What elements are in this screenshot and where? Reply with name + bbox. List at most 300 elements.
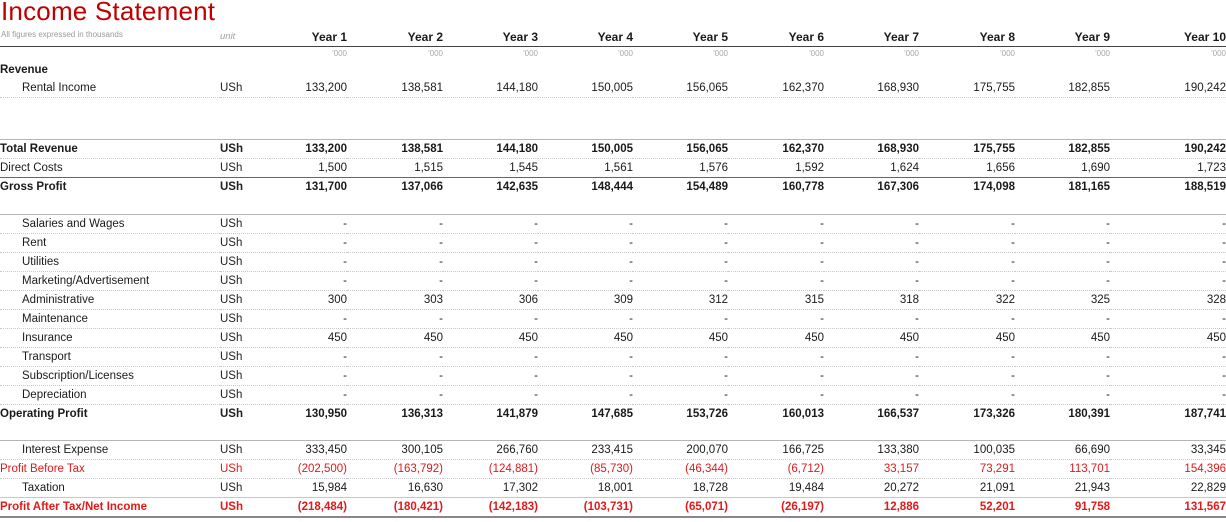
value-cell: - xyxy=(824,310,919,329)
value-cell: - xyxy=(728,348,824,367)
value-cell: - xyxy=(443,272,538,291)
value-cell: - xyxy=(538,348,633,367)
page-subtitle: All figures expressed in thousands xyxy=(1,30,123,39)
value-cell: 318 xyxy=(824,291,919,310)
row-salaries xyxy=(0,215,1226,234)
value-cell: 91,758 xyxy=(1015,498,1110,518)
value-cell: - xyxy=(1015,253,1110,272)
empty-cell xyxy=(220,196,270,215)
value-cell: (218,484) xyxy=(270,498,347,518)
scale-label: '000 xyxy=(1000,49,1015,58)
value-cell: - xyxy=(347,386,443,405)
row-unit: USh xyxy=(220,79,270,98)
value-cell: - xyxy=(824,215,919,234)
value-cell: - xyxy=(728,272,824,291)
row-label: Direct Costs xyxy=(0,159,220,178)
row-unit: USh xyxy=(220,310,270,329)
value-cell: (180,421) xyxy=(347,498,443,518)
row-label: Taxation xyxy=(22,482,65,494)
year-header: Year 4 xyxy=(538,28,633,47)
scale-label: '000 xyxy=(713,49,728,58)
row-label: Profit Before Tax xyxy=(0,460,220,479)
value-cell: 133,380 xyxy=(824,441,919,460)
empty-cell xyxy=(1110,61,1226,79)
empty-cell xyxy=(824,121,919,140)
value-cell: - xyxy=(270,367,347,386)
value-cell: - xyxy=(347,234,443,253)
year-header: Year 6 xyxy=(728,28,824,47)
row-unit: USh xyxy=(220,140,270,159)
row-profit-before-tax xyxy=(0,460,1226,479)
value-cell: 154,489 xyxy=(686,181,728,193)
value-cell: - xyxy=(633,272,728,291)
value-cell: - xyxy=(728,253,824,272)
value-cell: 450 xyxy=(1110,329,1226,348)
row-label: Marketing/Advertisement xyxy=(0,272,220,291)
row-insurance xyxy=(0,329,1226,348)
value-cell: 1,690 xyxy=(1015,159,1110,178)
value-cell: 175,755 xyxy=(919,140,1015,159)
value-cell: - xyxy=(270,310,347,329)
row-label: Maintenance xyxy=(0,310,220,329)
value-cell: - xyxy=(347,348,443,367)
empty-cell xyxy=(270,98,347,122)
value-cell: - xyxy=(270,272,347,291)
value-cell: 190,242 xyxy=(1110,79,1226,98)
value-cell: - xyxy=(347,272,443,291)
value-cell: 450 xyxy=(270,329,347,348)
income-statement-table xyxy=(0,28,1226,518)
value-cell: 181,165 xyxy=(1068,181,1110,193)
value-cell: 322 xyxy=(919,291,1015,310)
row-label: Subscription/Licenses xyxy=(0,367,220,386)
empty-cell xyxy=(538,61,633,79)
row-unit: USh xyxy=(220,367,270,386)
value-cell: 160,013 xyxy=(782,408,824,420)
empty-cell xyxy=(270,423,347,441)
row-unit: USh xyxy=(220,291,270,310)
row-unit: USh xyxy=(220,272,270,291)
table-body xyxy=(0,28,1226,517)
row-taxation xyxy=(0,479,1226,498)
spacer-row xyxy=(0,98,1226,122)
value-cell: 52,201 xyxy=(919,498,1015,518)
value-cell: 12,886 xyxy=(824,498,919,518)
row-operating-profit xyxy=(0,405,1226,424)
value-cell: 154,396 xyxy=(1110,460,1226,479)
value-cell: 333,450 xyxy=(270,441,347,460)
value-cell: - xyxy=(1110,310,1226,329)
value-cell: - xyxy=(1015,367,1110,386)
row-label: Gross Profit xyxy=(0,181,67,193)
value-cell: - xyxy=(443,386,538,405)
empty-cell xyxy=(0,423,220,441)
value-cell: 15,984 xyxy=(311,482,347,494)
empty-cell xyxy=(728,98,824,122)
empty-cell xyxy=(919,121,1015,140)
value-cell: 162,370 xyxy=(728,79,824,98)
empty-cell xyxy=(1110,98,1226,122)
scale-row xyxy=(0,47,1226,62)
row-label: Rental Income xyxy=(0,79,220,98)
empty-cell xyxy=(443,121,538,140)
row-unit: USh xyxy=(220,408,243,420)
row-net-income xyxy=(0,498,1226,518)
empty-cell xyxy=(824,423,919,441)
value-cell: - xyxy=(538,272,633,291)
empty-cell xyxy=(919,196,1015,215)
value-cell: 137,066 xyxy=(401,181,443,193)
value-cell: - xyxy=(824,253,919,272)
empty-cell xyxy=(728,61,824,79)
empty-cell xyxy=(220,61,270,79)
scale-label: '000 xyxy=(523,49,538,58)
scale-label: '000 xyxy=(428,49,443,58)
value-cell: 180,391 xyxy=(1068,408,1110,420)
value-cell: - xyxy=(270,348,347,367)
value-cell: - xyxy=(270,215,347,234)
value-cell: 156,065 xyxy=(633,79,728,98)
value-cell: - xyxy=(728,234,824,253)
empty-cell xyxy=(270,121,347,140)
value-cell: - xyxy=(1015,272,1110,291)
row-unit: USh xyxy=(220,215,270,234)
value-cell: 133,200 xyxy=(270,140,347,159)
value-cell: 166,725 xyxy=(728,441,824,460)
value-cell: 16,630 xyxy=(407,482,443,494)
row-unit: USh xyxy=(220,329,270,348)
empty-cell xyxy=(538,98,633,122)
value-cell: - xyxy=(347,310,443,329)
empty-cell xyxy=(633,423,728,441)
value-cell: - xyxy=(270,253,347,272)
value-cell: - xyxy=(443,234,538,253)
value-cell: 168,930 xyxy=(824,79,919,98)
scale-label: '000 xyxy=(1095,49,1110,58)
empty-cell xyxy=(1015,121,1110,140)
empty-cell xyxy=(538,121,633,140)
value-cell: 18,728 xyxy=(692,482,728,494)
value-cell: 450 xyxy=(824,329,919,348)
value-cell: 153,726 xyxy=(686,408,728,420)
value-cell: - xyxy=(538,310,633,329)
value-cell: 175,755 xyxy=(919,79,1015,98)
value-cell: 173,326 xyxy=(973,408,1015,420)
value-cell: - xyxy=(824,386,919,405)
value-cell: (85,730) xyxy=(538,460,633,479)
value-cell: 309 xyxy=(538,291,633,310)
scale-label: '000 xyxy=(809,49,824,58)
value-cell: 233,415 xyxy=(538,441,633,460)
value-cell: (6,712) xyxy=(728,460,824,479)
value-cell: 17,302 xyxy=(502,482,538,494)
value-cell: 100,035 xyxy=(919,441,1015,460)
value-cell: 187,741 xyxy=(1184,408,1226,420)
value-cell: 1,576 xyxy=(633,159,728,178)
empty-cell xyxy=(0,98,220,122)
row-gross-profit xyxy=(0,178,1226,197)
row-label: Operating Profit xyxy=(0,408,88,420)
scale-unit-cell xyxy=(220,47,270,62)
value-cell: - xyxy=(728,215,824,234)
row-administrative xyxy=(0,291,1226,310)
value-cell: 1,545 xyxy=(443,159,538,178)
row-interest-expense xyxy=(0,441,1226,460)
value-cell: - xyxy=(633,386,728,405)
value-cell: 142,635 xyxy=(496,181,538,193)
empty-cell xyxy=(347,423,443,441)
value-cell: - xyxy=(1110,348,1226,367)
spacer-row xyxy=(0,121,1226,140)
empty-cell xyxy=(919,98,1015,122)
value-cell: 1,500 xyxy=(270,159,347,178)
value-cell: - xyxy=(347,253,443,272)
value-cell: 113,701 xyxy=(1015,460,1110,479)
value-cell: 141,879 xyxy=(496,408,538,420)
value-cell: - xyxy=(1110,386,1226,405)
row-label: Rent xyxy=(0,234,220,253)
value-cell: 21,091 xyxy=(979,482,1015,494)
value-cell: 21,943 xyxy=(1074,482,1110,494)
value-cell: 450 xyxy=(633,329,728,348)
empty-cell xyxy=(538,423,633,441)
value-cell: - xyxy=(1015,310,1110,329)
row-unit: USh xyxy=(220,253,270,272)
empty-cell xyxy=(1110,423,1226,441)
year-header: Year 7 xyxy=(824,28,919,47)
value-cell: 138,581 xyxy=(347,140,443,159)
value-cell: 200,070 xyxy=(633,441,728,460)
header-row xyxy=(0,28,1226,47)
row-label: Insurance xyxy=(0,329,220,348)
row-label: Utilities xyxy=(0,253,220,272)
empty-cell xyxy=(220,121,270,140)
empty-cell xyxy=(1015,61,1110,79)
unit-header: unit xyxy=(220,28,270,47)
value-cell: (103,731) xyxy=(538,498,633,518)
empty-cell xyxy=(633,61,728,79)
empty-cell xyxy=(220,98,270,122)
value-cell: (26,197) xyxy=(728,498,824,518)
value-cell: - xyxy=(919,234,1015,253)
empty-cell xyxy=(1110,196,1226,215)
empty-cell xyxy=(0,121,220,140)
spacer-row xyxy=(0,196,1226,215)
value-cell: - xyxy=(824,367,919,386)
year-header: Year 1 xyxy=(270,28,347,47)
value-cell: 22,829 xyxy=(1190,482,1226,494)
value-cell: 450 xyxy=(443,329,538,348)
value-cell: - xyxy=(728,310,824,329)
empty-cell xyxy=(633,121,728,140)
row-rental-income xyxy=(0,79,1226,98)
row-unit: USh xyxy=(220,234,270,253)
empty-cell xyxy=(347,61,443,79)
empty-cell xyxy=(1110,121,1226,140)
value-cell: - xyxy=(919,348,1015,367)
row-unit: USh xyxy=(220,386,270,405)
value-cell: 167,306 xyxy=(877,181,919,193)
value-cell: - xyxy=(1110,234,1226,253)
value-cell: 160,778 xyxy=(782,181,824,193)
row-unit: USh xyxy=(220,181,243,193)
value-cell: - xyxy=(270,234,347,253)
empty-cell xyxy=(270,196,347,215)
scale-label-cell xyxy=(0,47,220,62)
row-label: Total Revenue xyxy=(0,140,220,159)
header-label-cell xyxy=(0,28,220,47)
value-cell: 312 xyxy=(633,291,728,310)
value-cell: - xyxy=(824,272,919,291)
empty-cell xyxy=(728,423,824,441)
spacer-row xyxy=(0,423,1226,441)
value-cell: - xyxy=(443,348,538,367)
value-cell: 133,200 xyxy=(270,79,347,98)
empty-cell xyxy=(347,98,443,122)
empty-cell xyxy=(728,196,824,215)
page-title: Income Statement xyxy=(1,0,216,26)
value-cell: 188,519 xyxy=(1184,181,1226,193)
value-cell: 450 xyxy=(1015,329,1110,348)
value-cell: 33,345 xyxy=(1110,441,1226,460)
value-cell: (163,792) xyxy=(347,460,443,479)
value-cell: (46,344) xyxy=(633,460,728,479)
row-direct-costs xyxy=(0,159,1226,178)
value-cell: 306 xyxy=(443,291,538,310)
year-header: Year 5 xyxy=(633,28,728,47)
value-cell: 182,855 xyxy=(1015,79,1110,98)
value-cell: - xyxy=(1015,348,1110,367)
value-cell: 182,855 xyxy=(1015,140,1110,159)
row-label: Transport xyxy=(0,348,220,367)
empty-cell xyxy=(728,121,824,140)
value-cell: 147,685 xyxy=(591,408,633,420)
value-cell: 18,001 xyxy=(597,482,633,494)
value-cell: - xyxy=(538,215,633,234)
value-cell: 300 xyxy=(270,291,347,310)
value-cell: 166,537 xyxy=(877,408,919,420)
value-cell: - xyxy=(633,234,728,253)
value-cell: - xyxy=(633,253,728,272)
empty-cell xyxy=(1015,196,1110,215)
row-label: Interest Expense xyxy=(0,441,220,460)
row-maintenance xyxy=(0,310,1226,329)
row-utilities xyxy=(0,253,1226,272)
value-cell: - xyxy=(1015,386,1110,405)
value-cell: 303 xyxy=(347,291,443,310)
row-depreciation xyxy=(0,386,1226,405)
scale-label: '000 xyxy=(1211,49,1226,58)
value-cell: - xyxy=(270,386,347,405)
value-cell: - xyxy=(443,253,538,272)
value-cell: 190,242 xyxy=(1110,140,1226,159)
value-cell: 328 xyxy=(1110,291,1226,310)
value-cell: - xyxy=(919,215,1015,234)
empty-cell xyxy=(443,61,538,79)
row-total-revenue xyxy=(0,140,1226,159)
value-cell: 138,581 xyxy=(347,79,443,98)
empty-cell xyxy=(443,98,538,122)
empty-cell xyxy=(0,196,220,215)
value-cell: 148,444 xyxy=(591,181,633,193)
value-cell: (124,881) xyxy=(443,460,538,479)
value-cell: 130,950 xyxy=(305,408,347,420)
value-cell: - xyxy=(443,367,538,386)
value-cell: - xyxy=(538,367,633,386)
value-cell: 450 xyxy=(728,329,824,348)
value-cell: - xyxy=(443,310,538,329)
value-cell: (142,183) xyxy=(443,498,538,518)
value-cell: 450 xyxy=(538,329,633,348)
empty-cell xyxy=(347,196,443,215)
value-cell: - xyxy=(1110,367,1226,386)
row-label: Profit After Tax/Net Income xyxy=(0,498,220,518)
value-cell: - xyxy=(728,386,824,405)
row-label: Administrative xyxy=(0,291,220,310)
value-cell: 33,157 xyxy=(824,460,919,479)
empty-cell xyxy=(824,61,919,79)
year-header: Year 10 xyxy=(1110,28,1226,47)
value-cell: 131,567 xyxy=(1110,498,1226,518)
scale-label: '000 xyxy=(618,49,633,58)
row-subscription xyxy=(0,367,1226,386)
empty-cell xyxy=(443,423,538,441)
empty-cell xyxy=(633,98,728,122)
empty-cell xyxy=(1015,98,1110,122)
value-cell: 150,005 xyxy=(538,140,633,159)
value-cell: - xyxy=(919,272,1015,291)
value-cell: 325 xyxy=(1015,291,1110,310)
value-cell: 73,291 xyxy=(919,460,1015,479)
value-cell: 19,484 xyxy=(788,482,824,494)
row-unit: USh xyxy=(220,460,270,479)
value-cell: - xyxy=(824,234,919,253)
scale-label: '000 xyxy=(904,49,919,58)
row-rent xyxy=(0,234,1226,253)
value-cell: - xyxy=(538,386,633,405)
empty-cell xyxy=(220,423,270,441)
value-cell: 174,098 xyxy=(973,181,1015,193)
empty-cell xyxy=(633,196,728,215)
scale-label: '000 xyxy=(332,49,347,58)
row-label: Depreciation xyxy=(0,386,220,405)
value-cell: (65,071) xyxy=(633,498,728,518)
year-header: Year 9 xyxy=(1015,28,1110,47)
value-cell: - xyxy=(919,386,1015,405)
value-cell: 66,690 xyxy=(1015,441,1110,460)
value-cell: 300,105 xyxy=(347,441,443,460)
row-transport xyxy=(0,348,1226,367)
value-cell: 1,561 xyxy=(538,159,633,178)
value-cell: 1,624 xyxy=(824,159,919,178)
empty-cell xyxy=(919,61,1015,79)
value-cell: - xyxy=(538,253,633,272)
empty-cell xyxy=(1015,423,1110,441)
row-unit: USh xyxy=(220,498,270,518)
row-marketing xyxy=(0,272,1226,291)
value-cell: 1,592 xyxy=(728,159,824,178)
empty-cell xyxy=(270,61,347,79)
value-cell: - xyxy=(633,348,728,367)
value-cell: - xyxy=(1110,272,1226,291)
empty-cell xyxy=(824,98,919,122)
year-header: Year 2 xyxy=(347,28,443,47)
value-cell: - xyxy=(728,367,824,386)
value-cell: - xyxy=(633,215,728,234)
value-cell: 450 xyxy=(919,329,1015,348)
value-cell: (202,500) xyxy=(270,460,347,479)
value-cell: 136,313 xyxy=(401,408,443,420)
